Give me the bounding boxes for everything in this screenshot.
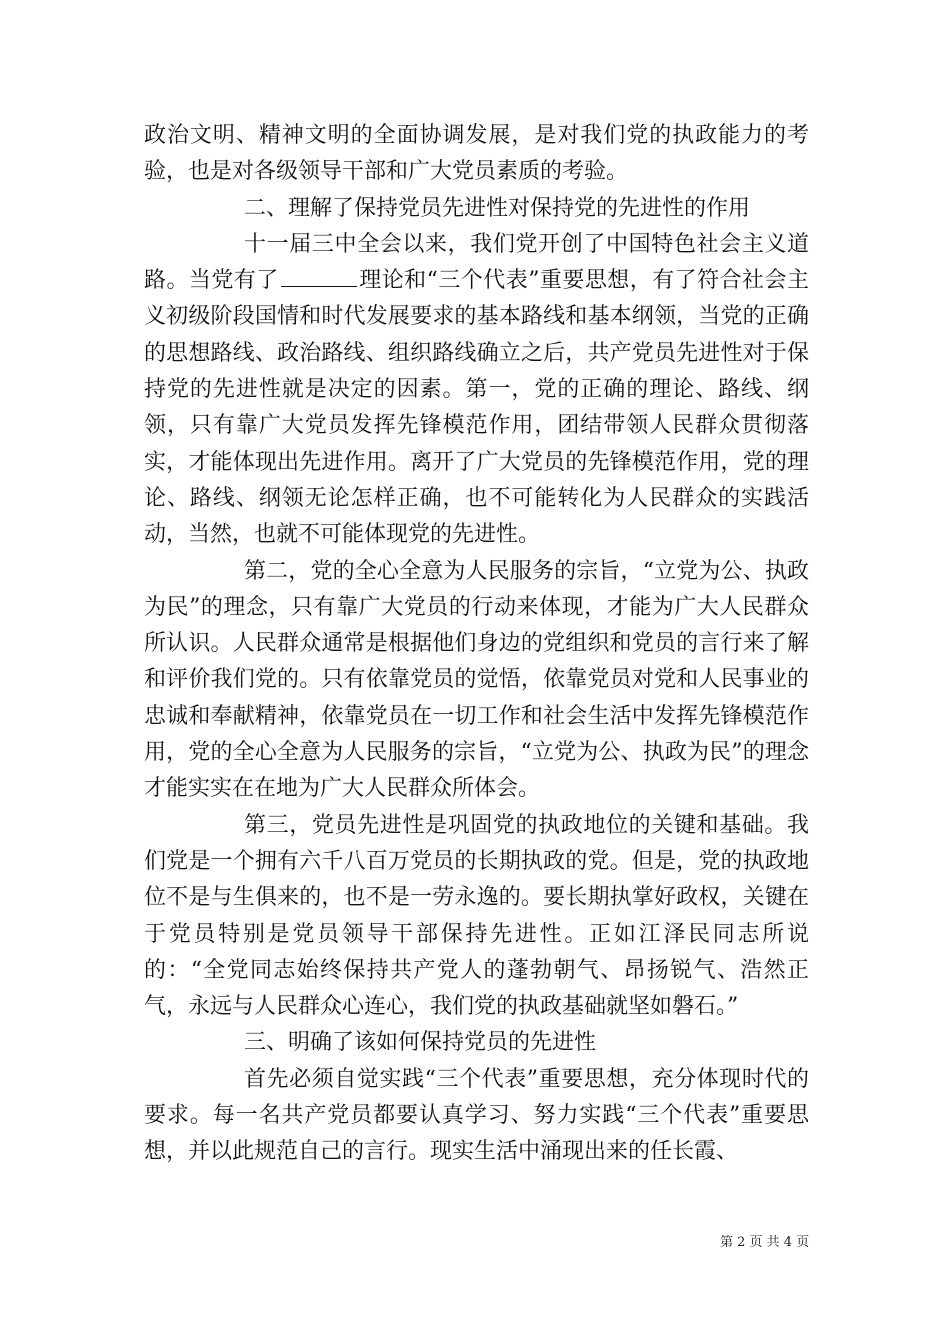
page-number-footer: 第 2 页 共 4 页 bbox=[720, 1235, 810, 1250]
section-heading-2: 二、理解了保持党员先进性对保持党的先进性的作用 bbox=[244, 195, 751, 221]
fill-in-blank-line bbox=[281, 268, 357, 287]
paragraph-continued: 政治文明、精神文明的全面协调发展，是对我们党的执政能力的考验，也是对各级领导干部和广大党员素质的考验。 bbox=[144, 123, 809, 185]
paragraph-third-point: 第三，党员先进性是巩固党的执政地位的关键和基础。我们党是一个拥有六千八百万党员的长期执政的党。但是，党的执政地位不是与生俱来的，也不是一劳永逸的。要长期执掌好政权，关键在于党员特别是党员领导干部保持先进性。正如江泽民同志所说的：“全党同志始终保持共产党人的蓬勃朝气、昂扬锐气、浩然正气，永远与人民群众心连心，我们党的执政基础就坚如磐石。” bbox=[144, 812, 809, 1020]
document-body bbox=[144, 118, 809, 1171]
paragraph-text-after-blank: 理论和“三个代表”重要思想，有了符合社会主义初级阶段国情和时代发展要求的基本路线和基本纲领，当党的正确的思想路线、政治路线、组织路线确立之后，共产党员先进性对于保持党的先进性就是决定的因素。第一，党的正确的理论、路线、纲领，只有靠广大党员发挥先锋模范作用，团结带领人民群众贯彻落实，才能体现出先进作用。离开了广大党员的先锋模范作用，党的理论、路线、纲领无论怎样正确，也不可能转化为人民群众的实践活动，当然，也就不可能体现党的先进性。 bbox=[144, 268, 809, 548]
section-heading-3: 三、明确了该如何保持党员的先进性 bbox=[244, 1030, 597, 1056]
paragraph-second-point: 第二，党的全心全意为人民服务的宗旨，“立党为公、执政为民”的理念，只有靠广大党员的行动来体现，才能为广大人民群众所认识。人民群众通常是根据他们身边的党组织和党员的言行来了解和评价我们党的。只有依靠党员的觉悟，依靠党员对党和人民事业的忠诚和奉献精神，依靠党员在一切工作和社会生活中发挥先锋模范作用，党的全心全意为人民服务的宗旨，“立党为公、执政为民”的理念才能实实在在地为广大人民群众所体会。 bbox=[144, 558, 809, 802]
paragraph-text-before-blank: 十一届三中全会以来，我们党开创了中国特色社会主义道路。当党有了 bbox=[144, 231, 809, 294]
paragraph-section-3-intro: 首先必须自觉实践“三个代表”重要思想，充分体现时代的要求。每一名共产党员都要认真学习、努力实践“三个代表”重要思想，并以此规范自己的言行。现实生活中涌现出来的任长霞、 bbox=[144, 1066, 809, 1165]
paragraph-section-2-intro bbox=[144, 227, 809, 554]
